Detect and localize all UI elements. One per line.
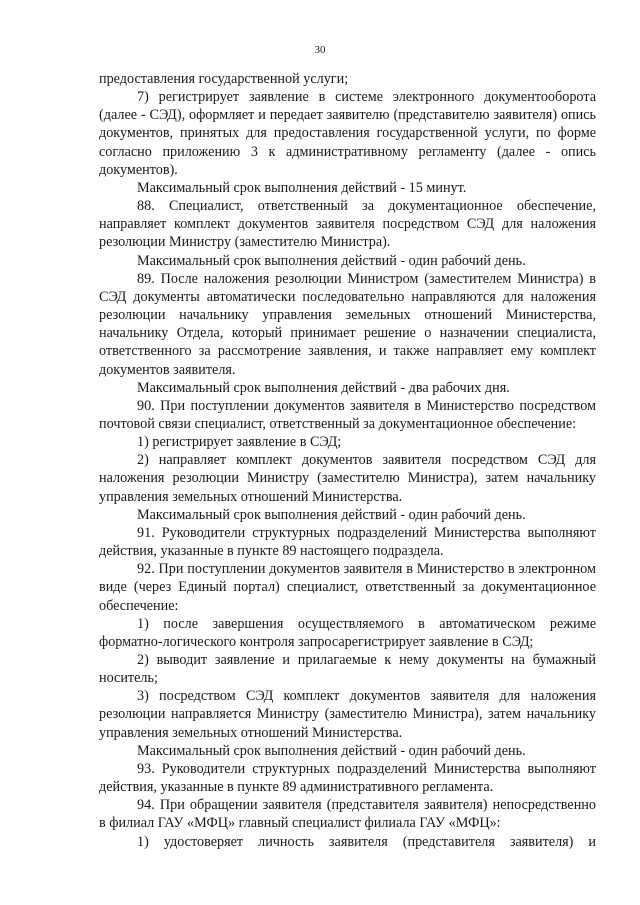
paragraph: Максимальный срок выполнения действий - один рабочий день. — [137, 506, 526, 523]
paragraph: 94. При обращении заявителя (представителя заявителя) непосредственно в филиал ГАУ «МФЦ» главный специалист филиала ГАУ «МФЦ»: — [99, 797, 596, 832]
paragraph: 90. При поступлении документов заявителя в Министерство посредством почтовой связи специалист, ответственный за документационное обеспечение: — [99, 397, 596, 432]
paragraph: 89. После наложения резолюции Министром (заместителем Министра) в СЭД документы автоматически последовательно направляются для наложения резолюции начальнику управления земельных отношений Министерства, начальнику Отдела, который принимает решение о назначении специалиста, ответственного за рассмотрение заявления, и также направляет ему комплект документов заявителя. — [99, 270, 596, 378]
paragraph: 91. Руководители структурных подразделений Министерства выполняют действия, указанные в пункте 89 настоящего подраздела. — [99, 524, 596, 560]
page-number: 30 — [314, 44, 326, 56]
paragraph: 93. Руководители структурных подразделений Министерства выполняют действия, указанные в пункте 89 административного регламента. — [99, 760, 596, 796]
paragraph: 2) направляет комплект документов заявителя посредством СЭД для наложения резолюции Министру (заместителю Министра), затем начальнику управления земельных отношений Министерства. — [99, 452, 596, 505]
paragraph: Максимальный срок выполнения действий - 15 минут. — [137, 179, 467, 196]
paragraph: 7) регистрирует заявление в системе электронного документооборота (далее - СЭД), оформляет и передает заявителю (представителю заявителя) опись документов, принятых для предоставления государственной услуги, по форме согласно приложению 3 к административному регламенту (далее - опись документов). — [99, 89, 596, 178]
paragraph: Максимальный срок выполнения действий - один рабочий день. — [137, 742, 526, 759]
paragraph: 1) регистрирует заявление в СЭД; — [137, 434, 342, 451]
paragraph: 1) после завершения осуществляемого в автоматическом режиме форматно-логического контроля запросарегистрирует заявление в СЭД; — [99, 615, 596, 650]
paragraph: Максимальный срок выполнения действий - один рабочий день. — [137, 252, 526, 269]
paragraph: 3) посредством СЭД комплект документов заявителя для наложения резолюции направляется Министру (заместителю Министра), затем начальнику управления земельных отношений Министерства. — [99, 688, 596, 741]
paragraph: 2) выводит заявление и прилагаемые к нему документы на бумажный носитель; — [99, 652, 596, 687]
paragraph: предоставления государственной услуги; — [99, 71, 349, 87]
paragraph: 92. При поступлении документов заявителя в Министерство в электронном виде (через Единый портал) специалист, ответственный за документационное обеспечение: — [99, 561, 596, 614]
paragraph: 88. Специалист, ответственный за документационное обеспечение, направляет комплект документов заявителя посредством СЭД для наложения резолюции Министру (заместителю Министра). — [99, 198, 596, 251]
paragraph: Максимальный срок выполнения действий - два рабочих дня. — [137, 379, 510, 396]
paragraph: 1) удостоверяет личность заявителя (представителя заявителя) и — [137, 833, 596, 850]
document-body — [99, 70, 596, 851]
